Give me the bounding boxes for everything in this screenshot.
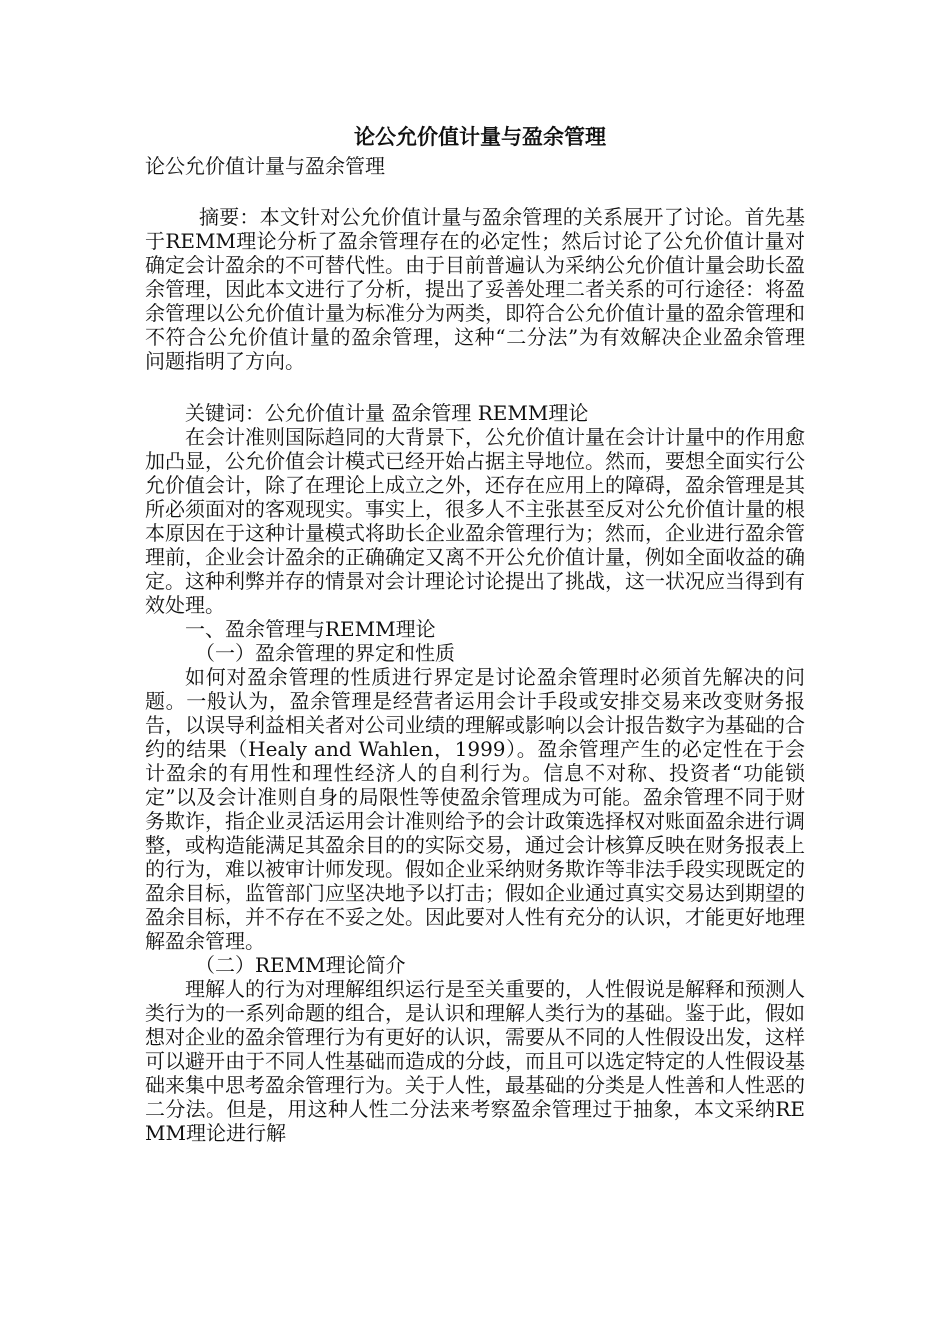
- abstract-paragraph: 摘要：本文针对公允价值计量与盈余管理的关系展开了讨论。首先基于REMM理论分析了盈余管理存在的必定性；然后讨论了公允价值计量对确定会计盈余的不可替代性。由于目前普遍认为采纳公允价值计量会助长盈余管理，因此本文进行了分析，提出了妥善处理二者关系的可行途径：将盈余管理以公允价值计量为标准分为两类，即符合公允价值计量的盈余管理和不符合公允价值计量的盈余管理，这种“二分法”为有效解决企业盈余管理问题指明了方向。: [145, 205, 805, 373]
- document-title: 论公允价值计量与盈余管理: [354, 124, 606, 149]
- subsection-heading: （一）盈余管理的界定和性质: [195, 641, 455, 665]
- spacer: [145, 373, 805, 401]
- intro-paragraph: 在会计准则国际趋同的大背景下，公允价值计量在会计计量中的作用愈加凸显，公允价值会计模式已经开始占据主导地位。然而，要想全面实行公允价值会计，除了在理论上成立之外，还存在应用上的障碍，盈余管理是其所必须面对的客观现实。事实上，很多人不主张甚至反对公允价值计量的根本原因在于这种计量模式将助长企业盈余管理行为；然而，企业进行盈余管理前，企业会计盈余的正确确定又离不开公允价值计量，例如全面收益的确定。这种利弊并存的情景对会计理论讨论提出了挑战，这一状况应当得到有效处理。: [145, 425, 805, 617]
- document-body: [145, 121, 805, 1145]
- section-heading: 一、盈余管理与REMM理论: [185, 617, 436, 641]
- body-paragraph: 理解人的行为对理解组织运行是至关重要的，人性假说是解释和预测人类行为的一系列命题的组合，是认识和理解人类行为的基础。鉴于此，假如想对企业的盈余管理行为有更好的认识，需要从不同的人性假设出发，这样可以避开由于不同人性基础而造成的分歧，而且可以选定特定的人性假设基础来集中思考盈余管理行为。关于人性，最基础的分类是人性善和人性恶的二分法。但是，用这种人性二分法来考察盈余管理过于抽象，本文采纳REMM理论进行解: [145, 977, 805, 1145]
- body-paragraph: 如何对盈余管理的性质进行界定是讨论盈余管理时必须首先解决的问题。一般认为，盈余管理是经营者运用会计手段或安排交易来改变财务报告，以误导利益相关者对公司业绩的理解或影响以会计报告数字为基础的合约的结果（Healy and Wahlen，1999）。盈余管理产生的必定性在于会计盈余的有用性和理性经济人的自利行为。信息不对称、投资者“功能锁定”以及会计准则自身的局限性等使盈余管理成为可能。盈余管理不同于财务欺诈，指企业灵活运用会计准则给予的会计政策选择权对账面盈余进行调整，或构造能满足其盈余目的的实际交易，通过会计核算反映在财务报表上的行为，难以被审计师发现。假如企业采纳财务欺诈等非法手段实现既定的盈余目标，监管部门应坚决地予以打击；假如企业通过真实交易达到期望的盈余目标，并不存在不妥之处。因此要对人性有充分的认识，才能更好地理解盈余管理。: [145, 665, 805, 953]
- spacer: [145, 179, 805, 205]
- keywords-line: 关键词：公允价值计量 盈余管理 REMM理论: [185, 401, 589, 425]
- document-subtitle: 论公允价值计量与盈余管理: [145, 154, 385, 178]
- subsection-heading: （二）REMM理论简介: [195, 953, 406, 977]
